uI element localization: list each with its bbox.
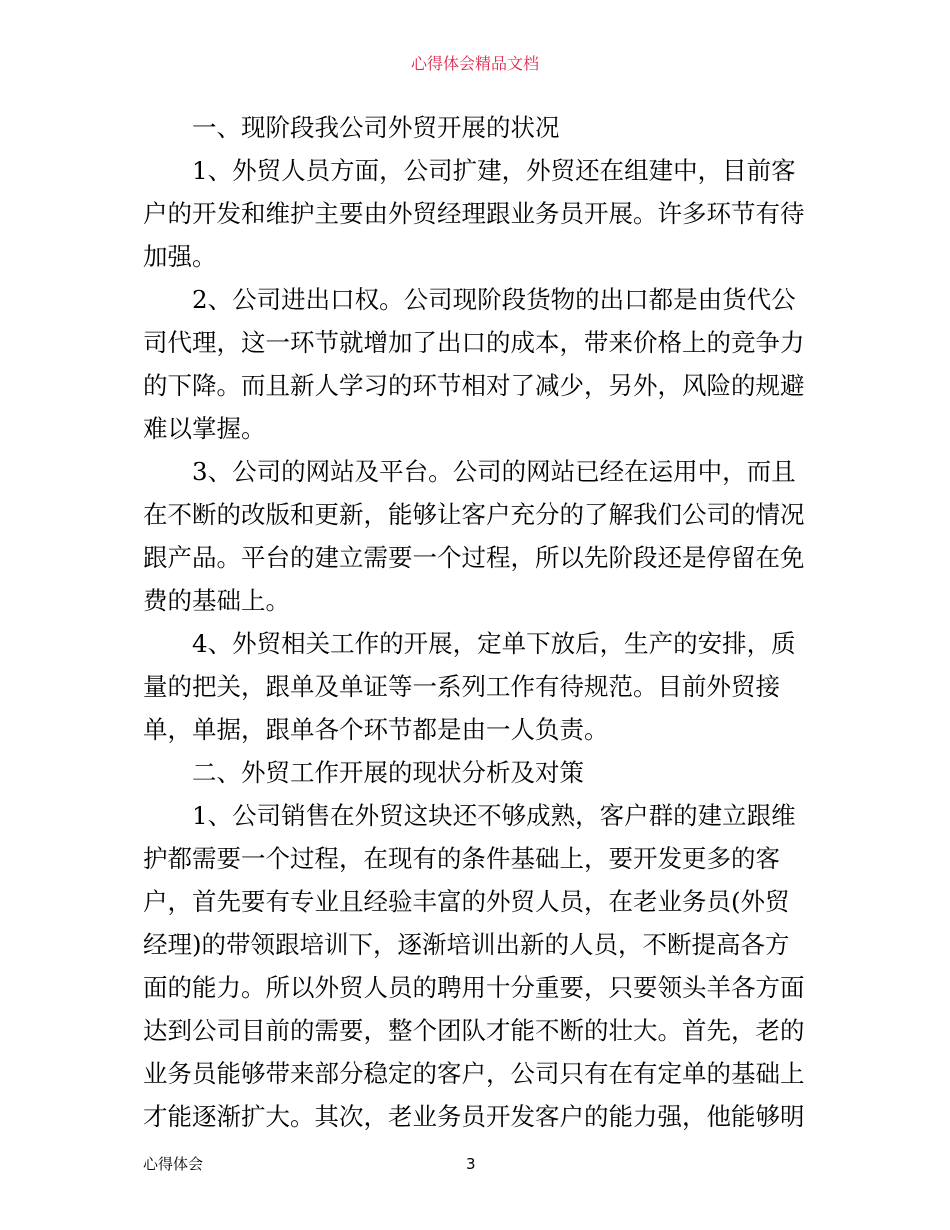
paragraph-line: 加强。: [143, 242, 217, 271]
document-body: [143, 106, 813, 1138]
paragraph-line: 单，单据，跟单各个环节都是由一人负责。: [143, 715, 609, 744]
paragraph-line: 的下降。而且新人学习的环节相对了减少，另外，风险的规避: [143, 371, 805, 400]
paragraph-line: 1、公司销售在外贸这块还不够成熟，客户群的建立跟维: [192, 801, 796, 830]
document-header-title: 心得体会精品文档: [410, 54, 539, 73]
page-number: 3: [466, 1155, 476, 1173]
section-heading: 二、外贸工作开展的现状分析及对策: [192, 758, 584, 787]
paragraph-line: 达到公司目前的需要，整个团队才能不断的壮大。首先，老的: [143, 1016, 805, 1045]
paragraph-line: 才能逐渐扩大。其次，老业务员开发客户的能力强，他能够明: [143, 1102, 805, 1131]
paragraph-line: 司代理，这一环节就增加了出口的成本，带来价格上的竞争力: [143, 328, 805, 357]
paragraph-line: 4、外贸相关工作的开展，定单下放后，生产的安排，质: [192, 629, 796, 658]
paragraph-line: 面的能力。所以外贸人员的聘用十分重要，只要领头羊各方面: [143, 973, 805, 1002]
paragraph-line: 难以掌握。: [143, 414, 266, 443]
paragraph-line: 3、公司的网站及平台。公司的网站已经在运用中，而且: [192, 457, 796, 486]
paragraph-line: 2、公司进出口权。公司现阶段货物的出口都是由货代公: [192, 285, 796, 314]
paragraph-line: 经理)的带领跟培训下，逐渐培训出新的人员，不断提高各方: [143, 930, 790, 959]
paragraph-line: 业务员能够带来部分稳定的客户，公司只有在有定单的基础上: [143, 1059, 805, 1088]
paragraph-line: 费的基础上。: [143, 586, 290, 615]
paragraph-line: 在不断的改版和更新，能够让客户充分的了解我们公司的情况: [143, 500, 805, 529]
footer-label: 心得体会: [143, 1155, 204, 1173]
paragraph-line: 1、外贸人员方面，公司扩建，外贸还在组建中，目前客: [192, 156, 796, 185]
paragraph-line: 护都需要一个过程，在现有的条件基础上，要开发更多的客: [143, 844, 780, 873]
paragraph-line: 跟产品。平台的建立需要一个过程，所以先阶段还是停留在免: [143, 543, 805, 572]
paragraph-line: 量的把关，跟单及单证等一系列工作有待规范。目前外贸接: [143, 672, 780, 701]
paragraph-line: 户的开发和维护主要由外贸经理跟业务员开展。许多环节有待: [143, 199, 805, 228]
paragraph-line: 户，首先要有专业且经验丰富的外贸人员，在老业务员(外贸: [143, 887, 790, 916]
section-heading: 一、现阶段我公司外贸开展的状况: [192, 113, 560, 142]
